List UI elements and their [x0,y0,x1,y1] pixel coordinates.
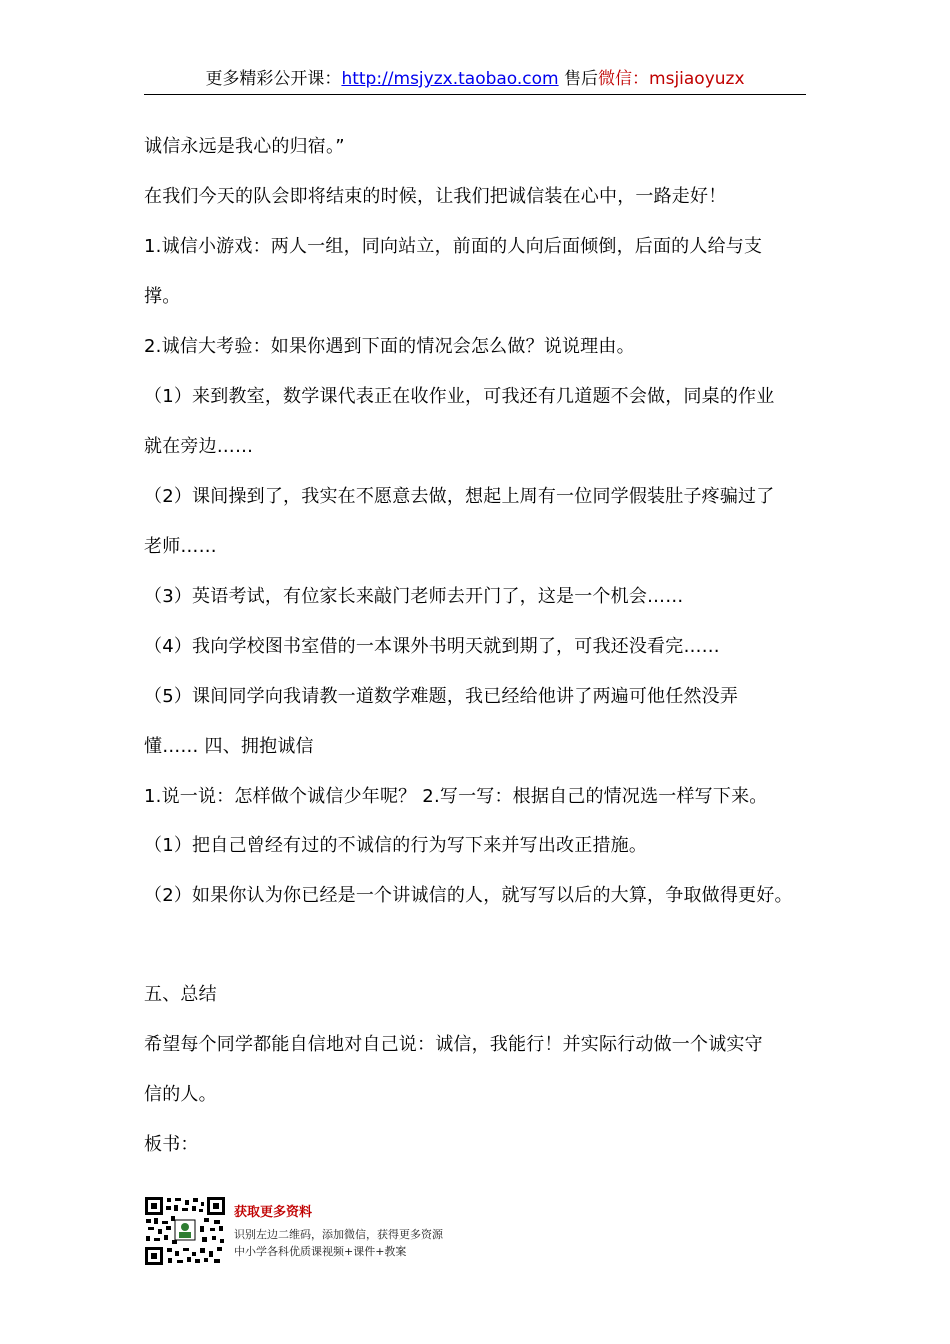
body-line: （3）英语考试，有位家长来敲门老师去开门了，这是一个机会…… [144,586,684,607]
body-line: 诚信永远是我心的归宿。” [144,136,345,157]
body-line: （4）我向学校图书室借的一本课外书明天就到期了，可我还没看完…… [144,636,720,657]
body-line: （5）课间同学向我请教一道数学难题，我已经给他讲了两遍可他任然没弄 [144,686,739,707]
body-line: 信的人。 [144,1084,217,1105]
body-line: （2）如果你认为你已经是一个讲诚信的人，就写写以后的大算，争取做得更好。 [144,885,793,906]
shop-link[interactable]: http://msjyzx.taobao.com [341,69,559,89]
body-line: 1.说一说：怎样做个诚信少年呢？ 2.写一写：根据自己的情况选一样写下来。 [144,786,768,807]
body-line: （2）课间操到了，我实在不愿意去做，想起上周有一位同学假装肚子疼骗过了 [144,486,775,507]
body-line: 老师…… [144,536,217,557]
body-line: 撑。 [144,286,181,307]
body-line: （1）把自己曾经有过的不诚信的行为写下来并写出改正措施。 [144,835,648,856]
wechat-separator: ： [632,69,650,89]
section-heading: 五、总结 [144,984,217,1005]
promo-line: 识别左边二维码，添加微信，获得更多资源 [234,1228,443,1241]
body-line: 就在旁边…… [144,436,254,457]
body-line: 2.诚信大考验：如果你遇到下面的情况会怎么做？说说理由。 [144,336,635,357]
body-line: 板书： [144,1134,199,1155]
body-line: 在我们今天的队会即将结束的时候，让我们把诚信装在心中，一路走好！ [144,186,727,207]
qr-code-icon[interactable] [144,1196,226,1266]
body-line: （1）来到教室，数学课代表正在收作业，可我还有几道题不会做，同桌的作业 [144,386,775,407]
page-header [144,66,806,95]
body-line: 懂…… 四、拥抱诚信 [144,736,314,757]
body-line: 希望每个同学都能自信地对自己说：诚信，我能行！并实际行动做一个诚实守 [144,1034,763,1055]
wechat-label: 微信 [598,69,633,89]
promo-title: 获取更多资料 [234,1205,313,1220]
body-line: 1.诚信小游戏：两人一组，同向站立，前面的人向后面倾倒，后面的人给与支 [144,236,763,257]
wechat-id: msjiaoyuzx [649,69,745,89]
promo-line: 中小学各科优质课视频+课件+教案 [234,1245,407,1258]
header-prefix: 更多精彩公开课： [205,69,342,89]
after-sales-label: 售后 [564,69,599,89]
